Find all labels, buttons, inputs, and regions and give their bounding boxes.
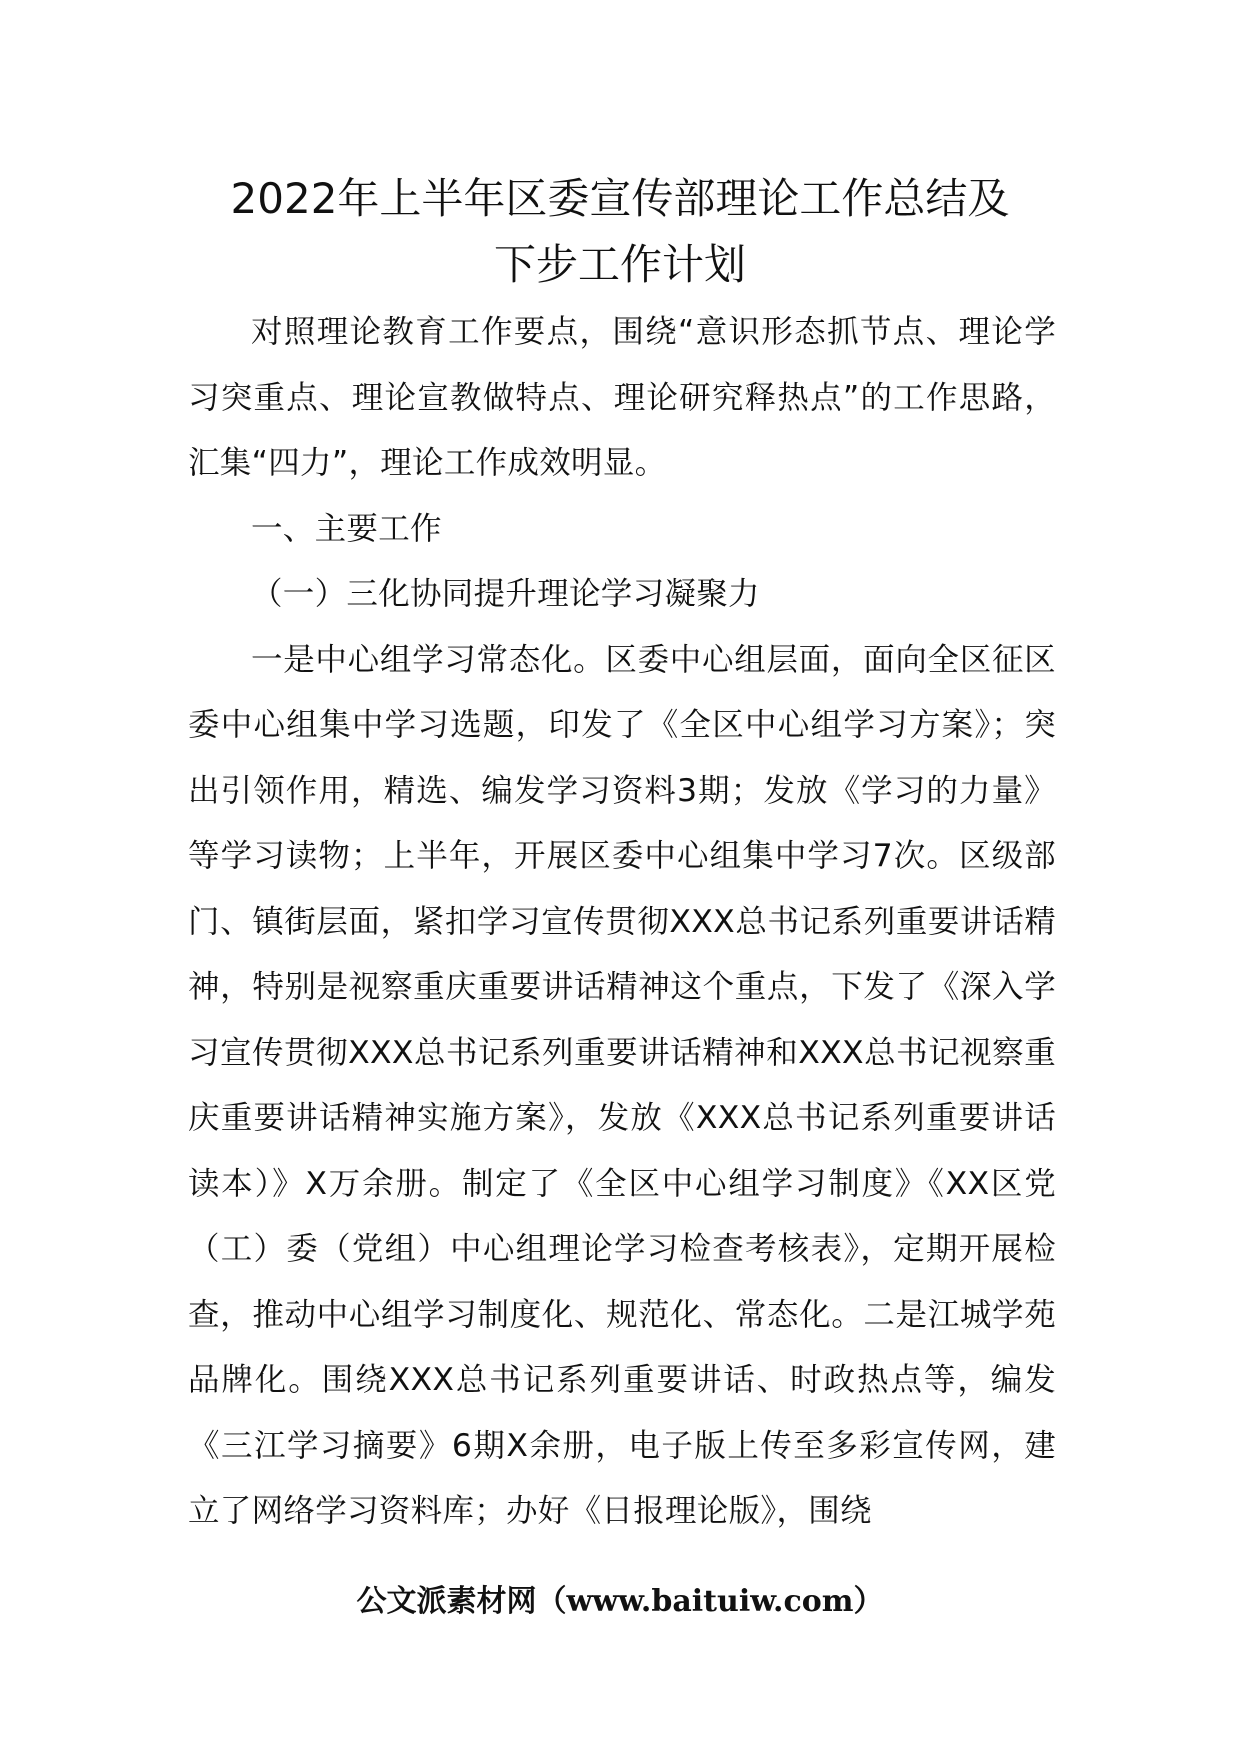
footer-watermark-text: 公文派素材网（www.baituiw.com）	[356, 1584, 884, 1619]
document-title-line-1: 2022年上半年区委宣传部理论工作总结及	[230, 174, 1010, 223]
section-heading: 一、主要工作	[251, 510, 442, 547]
subsection-heading: （一）三化协同提升理论学习凝聚力	[251, 576, 760, 612]
document-body	[188, 300, 1056, 1545]
document-title-line-2: 下步工作计划	[493, 240, 746, 289]
body-paragraph: 一是中心组学习常态化。区委中心组层面，面向全区征区委中心组集中学习选题，印发了《全区中心组学习方案》；突出引领作用，精选、编发学习资料3期；发放《学习的力量》等学习读物；上半年，开展区委中心组集中学习7次。区级部门、镇街层面，紧扣学习宣传贯彻XXX总书记系列重要讲话精神，特别是视察重庆重要讲话精神这个重点，下发了《深入学习宣传贯彻XXX总书记系列重要讲话精神和XXX总书记视察重庆重要讲话精神实施方案》，发放《XXX总书记系列重要讲话读本）》X万余册。制定了《全区中心组学习制度》《XX区党（工）委（党组）中心组理论学习检查考核表》，定期开展检查，推动中心组学习制度化、规范化、常态化。二是江城学苑品牌化。围绕XXX总书记系列重要讲话、时政热点等，编发《三江学习摘要》6期X余册，电子版上传至多彩宣传网，建立了网络学习资料库；办好《日报理论版》，围绕	[188, 641, 1056, 1529]
intro-paragraph: 对照理论教育工作要点，围绕“意识形态抓节点、理论学习突重点、理论宣教做特点、理论研究释热点”的工作思路，汇集“四力”，理论工作成效明显。	[188, 314, 1056, 481]
